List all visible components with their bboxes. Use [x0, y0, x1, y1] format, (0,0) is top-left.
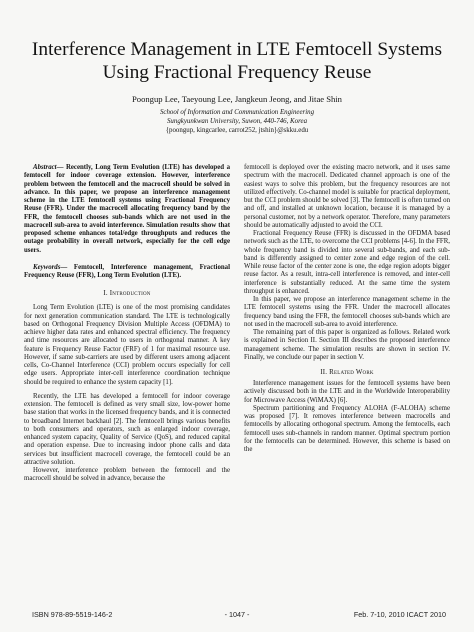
abstract-paragraph — [24, 164, 230, 255]
section-heading-related-work: II. Related Work — [320, 369, 374, 376]
body-paragraph: Spectrum partitioning and Frequency ALOHA (F-ALOHA) scheme was proposed [7]. It removes interference between macrocells and femtocells by allocating orthogonal spectrum. Among the femtocells, each femtocell uses sub-channels in random manner. Optimal spectrum portion for the femtocells can be determined. However, this scheme is based on the — [244, 404, 450, 453]
body-paragraph: The remaining part of this paper is organized as follows. Related work is explained in Section II. Section III describes the proposed interference management scheme. The simulation results are shown in section IV. Finally, we conclude our paper in section V. — [244, 329, 450, 361]
body-paragraph: However, interference problem between the femtocell and the macrocell should be solved in advance, because the — [24, 467, 230, 483]
footer-conference: Feb. 7-10, 2010 ICACT 2010 — [353, 610, 446, 619]
keywords-text: — Femtocell, Interference management, Fractional Frequency Reuse (FFR), Long Term Evolution (LTE). — [24, 263, 230, 279]
body-paragraph: Long Term Evolution (LTE) is one of the most promising candidates for next generation communication standard. The LTE is technologically based on Orthogonal Frequency Division Multiple Access (OFDMA) to achieve higher data rates and enhanced spectral efficiency. The frequency and time resources are allocated to users in orthogonal manner. A key feature is Frequency Reuse Factor (FRF) of 1 for maximal resource use. However, if same sub-carriers are used by different users among adjacent cells, Co-Channel Interference (CCI) problem occurs especially for cell edge users. Appropriate inter-cell interference coordination technique should be required to enhance the system capacity [1]. — [24, 304, 230, 386]
abstract-label: Abstract — [33, 164, 57, 171]
body-paragraph: Interference management issues for the femtocell systems have been actively discussed both in the LTE and in the Worldwide Interoperability for Microwave Access (WiMAX) [6]. — [244, 380, 450, 404]
abstract-text: — Recently, Long Term Evolution (LTE) has developed a femtocell for indoor coverage extension. However, interference problem between the femtocell and the macrocell should be solved in advance. In this paper, we propose an interference management scheme in the LTE femtocell systems using Fractional Frequency Reuse (FFR). Under the macrocell allocating frequency band by the FFR, the femtocell chooses sub-bands which are not used in the macrocell sub-area to avoid interference. Simulation results show that proposed scheme enhances total/edge throughputs and reduces the outage probability in overall network, especially for the cell edge users. — [24, 164, 230, 254]
author-emails: {poongup, kingcarlee, carrot252, jtshin}@skku.edu — [165, 127, 309, 135]
body-paragraph: In this paper, we propose an interference management scheme in the LTE femtocell systems using the FFR. Under the macrocell allocates frequency band using the FFR, the femtocell chooses sub-bands which are not used in the macrocell sub-area to avoid interference. — [244, 296, 450, 328]
author-list: Poongup Lee, Taeyoung Lee, Jangkeun Jeong, and Jitae Shin — [132, 94, 342, 104]
body-paragraph: femtocell is deployed over the existing macro network, and it uses same spectrum with the macrocell. Dedicated channel approach is one of the easiest ways to solve this problem, but the frequency resources are not utilized effectively. Co-channel model is suitable for practical deployment, but the CCI problem should be solved [3]. The femtocell is often turned on and off, and installed at unknown location, because it is managed by a personal customer, not by a network operator. Therefore, many parameters should be automatically adjusted to avoid the CCI. — [244, 164, 450, 229]
affiliation-school: School of Information and Communication Engineering — [159, 109, 315, 116]
title-line-2: Using Fractional Frequency Reuse — [102, 62, 372, 83]
affiliation-block — [40, 108, 434, 136]
affiliation-university: Sungkyunkwan University, Suwon, 440-746, Korea — [166, 118, 308, 126]
paper-title — [20, 38, 454, 84]
right-column — [244, 164, 450, 454]
keywords-label: Keywords — [33, 263, 61, 271]
page-footer — [0, 610, 474, 620]
body-paragraph: Recently, the LTE has developed a femtocell for indoor coverage extension. The femtocell is defined as very small size, low-power home base station that works in the licensed frequency bands, and it is connected to broadband Internet backhaul [2]. The femtocell brings various benefits to both consumers and operators, such as enlarged indoor coverage, enhanced system capacity, Quality of Service (QoS), and reduced capital and operation expense. Due to increasing indoor phone calls and data services but insufficient macrocell coverage, the femtocell could be an attractive solution. — [24, 392, 230, 466]
footer-isbn: ISBN 978-89-5519-146-2 — [32, 610, 113, 619]
keywords-paragraph — [24, 264, 230, 281]
section-heading-introduction: I. Introduction — [103, 290, 151, 298]
body-paragraph: Fractional Frequency Reuse (FFR) is discussed in the OFDMA based network such as the LTE, to overcome the CCI problems [4-6]. In the FFR, whole frequency band is divided into several sub-bands, and each sub-band is differently assigned to center zone and edge region of the cell. While reuse factor of the center zone is one, the edge region adopts bigger reuse factor. As a result, intra-cell interference is removed, and inter-cell interference is substantially reduced. At the same time the system throughput is enhanced. — [244, 230, 450, 295]
left-column — [24, 164, 230, 484]
footer-page-number: - 1047 - — [224, 610, 250, 619]
title-line-1: Interference Management in LTE Femtocell Systems — [31, 39, 443, 60]
